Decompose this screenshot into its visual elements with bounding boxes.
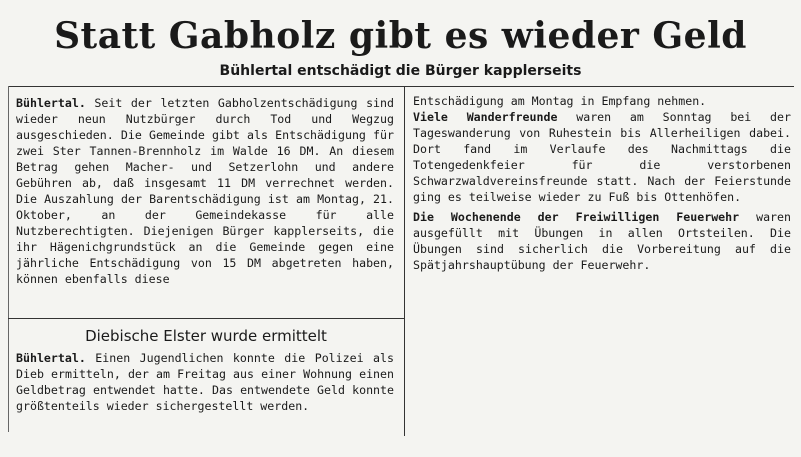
second-article-headline: Diebische Elster wurde ermittelt — [85, 327, 327, 345]
left-edge-rule — [8, 86, 9, 432]
right-column — [413, 93, 791, 273]
second-article-rule — [8, 318, 404, 319]
left-body: Seit der letzten Gabholzentschädigung sind wieder neun Nutzbürger durch Tod und Wegzug ausgeschieden. Die Gemeinde gibt als Entschädigung für zwei Ster Tannen-Brennholz im Walde 16 DM. An diesem Betrag gehen Macher- und Setzerlohn und andere Gebühren ab, daß insgesamt 11 DM verrechnet werden. Die Auszahlung der Barentschädigung ist am Montag, 21. Oktober, an der Gemeindekasse für alle Nutzberechtigten. Diejenigen Bürger kapplerseits, die ihr Hägenichgrundstück an die Gemeinde gegen eine jährliche Entschädigung von 15 DM abgetreten haben, können ebenfalls diese — [16, 96, 394, 286]
continuation-paragraph: Entschädigung am Montag in Empfang nehmen. — [413, 94, 707, 108]
article-subheadline: Bühlertal entschädigt die Bürger kapplerseits — [219, 63, 582, 79]
article-headline: Statt Gabholz gibt es wieder Geld — [54, 15, 747, 57]
feuerwehr-paragraph — [413, 209, 791, 273]
left-column — [16, 95, 394, 287]
feuerwehr-body: waren ausgefüllt mit Übungen in allen Ortsteilen. Die Übungen sind sicherlich die Vorbereitung auf die Spätjahrshauptübung der Feuerwehr. — [413, 210, 791, 272]
wanderfreunde-body: waren am Sonntag bei der Tageswanderung von Ruhestein bis Allerheiligen dabei. Dort fand im Verlaufe des Nachmittags die Totengedenkfeier für die verstorbenen Schwarzwaldvereinsfreunde statt. Nach der Feierstunde ging es teilweise wieder zu Fuß bis Ottenhöfen. — [413, 110, 791, 204]
column-rule — [404, 86, 405, 436]
feuerwehr-lead: Die Wochenende der Freiwilligen Feuerwehr — [413, 210, 740, 224]
second-article-body: Einen Jugendlichen konnte die Polizei als Dieb ermitteln, der am Freitag aus einer Wohnung einen Geldbetrag entwendet hatte. Das entwendete Geld konnte größtenteils wieder sichergestellt werden. — [16, 351, 394, 413]
second-dateline: Bühlertal. — [16, 351, 86, 365]
dateline: Bühlertal. — [16, 96, 86, 110]
wanderfreunde-lead: Viele Wanderfreunde — [413, 110, 558, 124]
left-paragraph — [16, 95, 394, 287]
second-article-column — [16, 350, 394, 414]
second-article-paragraph — [16, 350, 394, 414]
wanderfreunde-paragraph — [413, 109, 791, 205]
top-rule — [8, 86, 794, 87]
